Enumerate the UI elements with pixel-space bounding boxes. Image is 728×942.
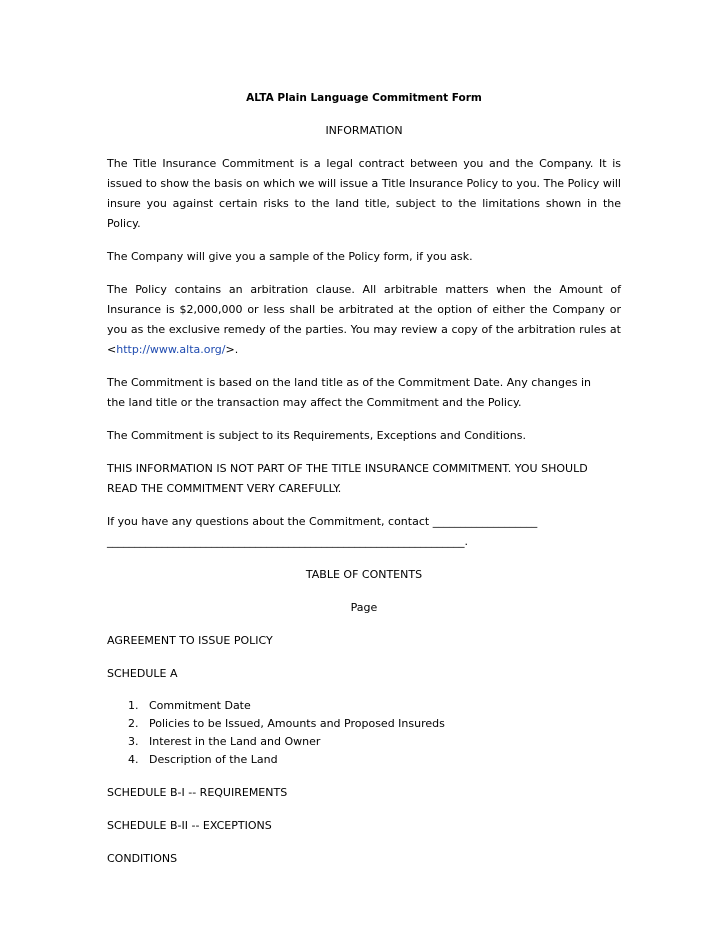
list-item bbox=[128, 697, 621, 715]
list-item-number: 3. bbox=[128, 735, 139, 748]
paragraph-warning: THIS INFORMATION IS NOT PART OF THE TITLE INSURANCE COMMITMENT. YOU SHOULD READ THE COMMITMENT VERY CAREFULLY. bbox=[107, 462, 588, 495]
toc-page-label: Page bbox=[350, 601, 378, 614]
toc-agreement: AGREEMENT TO ISSUE POLICY bbox=[107, 634, 273, 647]
paragraph-sample-policy: The Company will give you a sample of the Policy form, if you ask. bbox=[107, 250, 473, 263]
list-item-number: 1. bbox=[128, 699, 139, 712]
link-open-bracket: < bbox=[107, 343, 117, 356]
schedule-a-list bbox=[107, 697, 621, 769]
arbitration-text: The Policy contains an arbitration clause. All arbitrable matters when the Amount of Insurance is $2,000,000 or less shall be arbitrated at the option of either the Company or you as the exclusive remedy of the parties. You may review a copy of the arbitration rules at bbox=[107, 283, 621, 336]
paragraph-arbitration bbox=[107, 280, 621, 360]
section-heading-information: INFORMATION bbox=[325, 124, 403, 137]
paragraph-requirements: The Commitment is subject to its Requirements, Exceptions and Conditions. bbox=[107, 429, 526, 442]
list-item bbox=[128, 715, 621, 733]
toc-schedule-b1: SCHEDULE B-I -- REQUIREMENTS bbox=[107, 786, 288, 799]
contact-line-1: If you have any questions about the Commitment, contact ___________________ bbox=[107, 515, 538, 528]
list-item-label: Commitment Date bbox=[149, 699, 251, 712]
list-item bbox=[128, 751, 621, 769]
contact-line-2: _________________________________________________________________. bbox=[107, 535, 468, 548]
list-item bbox=[128, 733, 621, 751]
list-item-number: 4. bbox=[128, 753, 139, 766]
list-item-label: Interest in the Land and Owner bbox=[149, 735, 321, 748]
list-item-label: Policies to be Issued, Amounts and Proposed Insureds bbox=[149, 717, 445, 730]
toc-schedule-a: SCHEDULE A bbox=[107, 667, 178, 680]
paragraph-commitment-intro: The Title Insurance Commitment is a legal contract between you and the Company. It is issued to show the basis on which we will issue a Title Insurance Policy to you. The Policy will insure you against certain risks to the land title, subject to the limitations shown in the Policy. bbox=[107, 157, 621, 230]
paragraph-commitment-date: The Commitment is based on the land title as of the Commitment Date. Any changes in the land title or the transaction may affect the Commitment and the Policy. bbox=[107, 376, 592, 409]
list-item-number: 2. bbox=[128, 717, 139, 730]
document-title: ALTA Plain Language Commitment Form bbox=[246, 92, 482, 104]
toc-heading: TABLE OF CONTENTS bbox=[305, 568, 423, 581]
toc-schedule-b2: SCHEDULE B-II -- EXCEPTIONS bbox=[107, 819, 272, 832]
link-close-bracket: >. bbox=[225, 343, 239, 356]
toc-conditions: CONDITIONS bbox=[107, 852, 178, 865]
list-item-label: Description of the Land bbox=[149, 753, 278, 766]
alta-link[interactable]: http://www.alta.org/ bbox=[116, 343, 226, 356]
